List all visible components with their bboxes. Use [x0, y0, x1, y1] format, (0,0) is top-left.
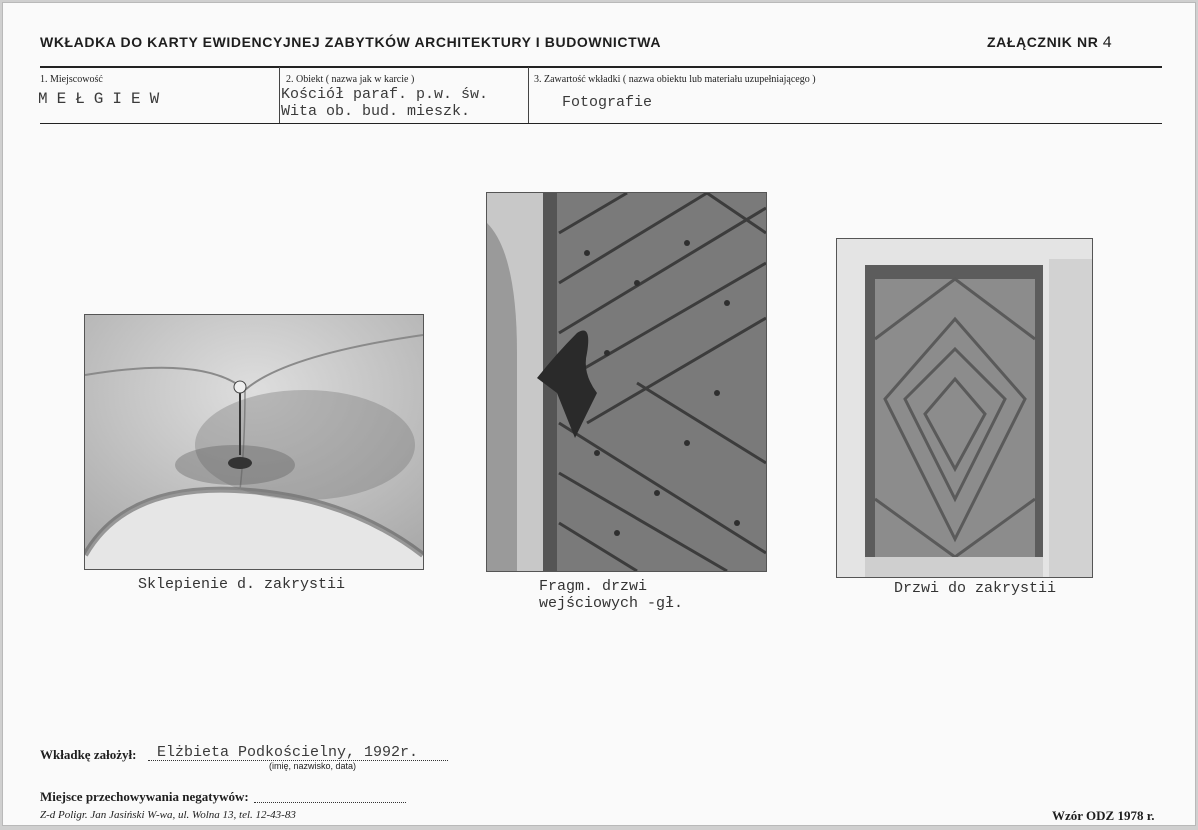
sacristy-door-image	[837, 239, 1092, 577]
photo-main-door-fragment	[486, 192, 767, 572]
photo-2-caption-line-2: wejściowych -gł.	[539, 595, 684, 612]
door-fragment-image	[487, 193, 766, 571]
field-divider-1	[279, 67, 280, 123]
form-id: Wzór ODZ 1978 r.	[1052, 808, 1155, 823]
negatives-dotted-line	[254, 802, 406, 803]
header-bottom-rule	[40, 123, 1162, 124]
object-value-line-1: Kościół paraf. p.w. św.	[281, 86, 489, 103]
negatives-label: Miejsce przechowywania negatywów:	[40, 789, 249, 804]
record-sheet	[2, 2, 1196, 826]
locality-value: MEŁGIEW	[38, 90, 169, 108]
object-value-line-2: Wita ob. bud. mieszk.	[281, 103, 471, 120]
header-top-rule	[40, 66, 1162, 68]
object-value	[281, 86, 488, 120]
photo-3-caption	[894, 580, 1056, 597]
author-label: Wkładkę założył:	[40, 747, 137, 762]
locality-label: 1. Miejscowość	[40, 74, 103, 85]
author-value: Elżbieta Podkościelny, 1992r.	[157, 744, 419, 761]
photo-2-caption	[539, 578, 683, 612]
photo-sacristy-door	[836, 238, 1093, 578]
annex-number: 4	[1102, 34, 1113, 52]
document-title: WKŁADKA DO KARTY EWIDENCYJNEJ ZABYTKÓW ARCHITEKTURY I BUDOWNICTWA	[40, 34, 662, 50]
photo-sacristy-vault	[84, 314, 424, 570]
author-hint: (imię, nazwisko, data)	[269, 761, 357, 771]
contents-value: Fotografie	[562, 94, 653, 111]
photo-1-caption-line-1: Sklepienie d. zakrystii	[138, 576, 346, 593]
photo-2-caption-line-1: Fragm. drzwi	[539, 578, 648, 595]
annex-label-text: ZAŁĄCZNIK NR	[987, 34, 1099, 50]
contents-label: 3. Zawartość wkładki ( nazwa obiektu lub materiału uzupełniającego )	[534, 74, 816, 85]
field-divider-2	[528, 67, 529, 123]
vault-image	[85, 315, 423, 569]
object-label: 2. Obiekt ( nazwa jak w karcie )	[286, 74, 415, 85]
printer-imprint: Z-d Poligr. Jan Jasiński W-wa, ul. Wolna 13, tel. 12-43-83	[40, 809, 296, 821]
annex-label	[987, 34, 1113, 52]
photo-3-caption-line-1: Drzwi do zakrystii	[894, 580, 1057, 597]
photo-1-caption	[138, 576, 345, 593]
